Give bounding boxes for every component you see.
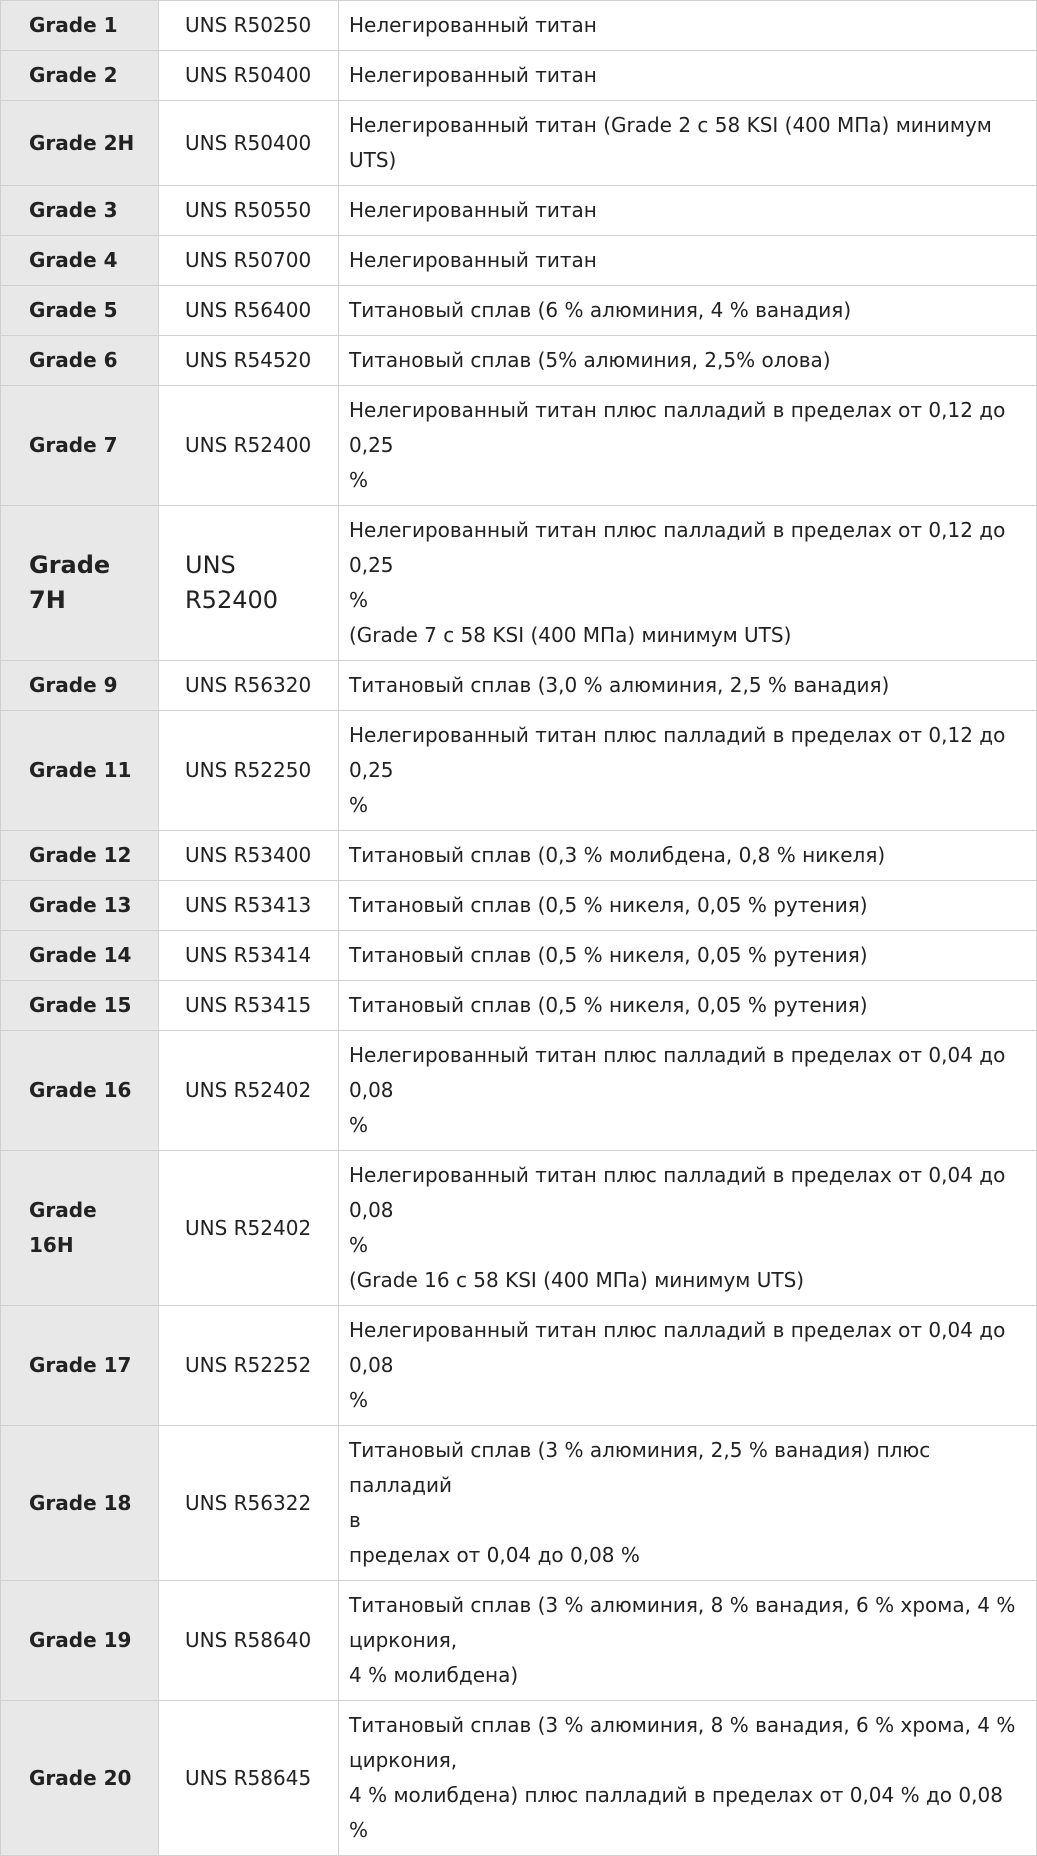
description-cell: Нелегированный титан плюс палладий в пределах от 0,04 до 0,08 % <box>339 1031 1037 1151</box>
grade-cell: Grade 4 <box>1 236 159 286</box>
uns-cell: UNS R58645 <box>159 1701 339 1856</box>
grade-cell: Grade 16 <box>1 1031 159 1151</box>
description-cell: Нелегированный титан <box>339 236 1037 286</box>
grade-cell: Grade 7H <box>1 506 159 661</box>
table-row <box>1 831 1037 881</box>
description-cell: Титановый сплав (3,0 % алюминия, 2,5 % ванадия) <box>339 661 1037 711</box>
uns-cell: UNS R53400 <box>159 831 339 881</box>
grade-cell: Grade 13 <box>1 881 159 931</box>
uns-cell: UNS R50250 <box>159 1 339 51</box>
uns-cell: UNS R53414 <box>159 931 339 981</box>
table-row <box>1 711 1037 831</box>
uns-cell: UNS R53415 <box>159 981 339 1031</box>
uns-cell: UNS R56400 <box>159 286 339 336</box>
description-cell: Нелегированный титан <box>339 51 1037 101</box>
description-cell: Нелегированный титан <box>339 1 1037 51</box>
table-row <box>1 101 1037 186</box>
table-row <box>1 386 1037 506</box>
grade-cell: Grade 20 <box>1 1701 159 1856</box>
table-row <box>1 661 1037 711</box>
table-row <box>1 1306 1037 1426</box>
grade-cell: Grade 3 <box>1 186 159 236</box>
grade-cell: Grade 9 <box>1 661 159 711</box>
uns-cell: UNS R50400 <box>159 101 339 186</box>
grade-cell: Grade 5 <box>1 286 159 336</box>
grade-cell: Grade 7 <box>1 386 159 506</box>
table-row <box>1 981 1037 1031</box>
description-cell: Титановый сплав (3 % алюминия, 8 % ванадия, 6 % хрома, 4 % циркония, 4 % молибдена) <box>339 1581 1037 1701</box>
grade-cell: Grade 12 <box>1 831 159 881</box>
grade-cell: Grade 6 <box>1 336 159 386</box>
grade-cell: Grade 15 <box>1 981 159 1031</box>
table-row <box>1 286 1037 336</box>
description-cell: Нелегированный титан плюс палладий в пределах от 0,04 до 0,08 % (Grade 16 с 58 KSI (400 МПа) минимум UTS) <box>339 1151 1037 1306</box>
table-row <box>1 1701 1037 1856</box>
description-cell: Титановый сплав (5% алюминия, 2,5% олова) <box>339 336 1037 386</box>
description-cell: Титановый сплав (3 % алюминия, 2,5 % ванадия) плюс палладий в пределах от 0,04 до 0,08 % <box>339 1426 1037 1581</box>
table-row <box>1 186 1037 236</box>
description-cell: Титановый сплав (0,3 % молибдена, 0,8 % никеля) <box>339 831 1037 881</box>
description-cell: Нелегированный титан (Grade 2 с 58 KSI (400 МПа) минимум UTS) <box>339 101 1037 186</box>
uns-cell: UNS R52400 <box>159 386 339 506</box>
uns-cell: UNS R53413 <box>159 881 339 931</box>
table-row <box>1 1581 1037 1701</box>
uns-cell: UNS R56322 <box>159 1426 339 1581</box>
uns-cell: UNS R52402 <box>159 1031 339 1151</box>
grade-cell: Grade 16H <box>1 1151 159 1306</box>
table-row <box>1 931 1037 981</box>
description-cell: Титановый сплав (0,5 % никеля, 0,05 % рутения) <box>339 981 1037 1031</box>
table-row <box>1 1426 1037 1581</box>
description-cell: Нелегированный титан плюс палладий в пределах от 0,12 до 0,25 % <box>339 386 1037 506</box>
table-row <box>1 881 1037 931</box>
uns-cell: UNS R52252 <box>159 1306 339 1426</box>
grade-cell: Grade 2H <box>1 101 159 186</box>
description-cell: Титановый сплав (6 % алюминия, 4 % ванадия) <box>339 286 1037 336</box>
table-row <box>1 1151 1037 1306</box>
table-row <box>1 236 1037 286</box>
description-cell: Титановый сплав (0,5 % никеля, 0,05 % рутения) <box>339 931 1037 981</box>
grade-cell: Grade 14 <box>1 931 159 981</box>
grade-cell: Grade 19 <box>1 1581 159 1701</box>
grade-cell: Grade 1 <box>1 1 159 51</box>
uns-cell: UNS R52250 <box>159 711 339 831</box>
grade-cell: Grade 2 <box>1 51 159 101</box>
uns-cell: UNS R52400 <box>159 506 339 661</box>
grade-cell: Grade 18 <box>1 1426 159 1581</box>
table-row <box>1 336 1037 386</box>
description-cell: Титановый сплав (0,5 % никеля, 0,05 % рутения) <box>339 881 1037 931</box>
uns-cell: UNS R50550 <box>159 186 339 236</box>
table-row <box>1 1 1037 51</box>
description-cell: Нелегированный титан плюс палладий в пределах от 0,04 до 0,08 % <box>339 1306 1037 1426</box>
uns-cell: UNS R50400 <box>159 51 339 101</box>
uns-cell: UNS R52402 <box>159 1151 339 1306</box>
grade-cell: Grade 17 <box>1 1306 159 1426</box>
table-row <box>1 51 1037 101</box>
table-row <box>1 506 1037 661</box>
description-cell: Нелегированный титан <box>339 186 1037 236</box>
uns-cell: UNS R54520 <box>159 336 339 386</box>
description-cell: Нелегированный титан плюс палладий в пределах от 0,12 до 0,25 % <box>339 711 1037 831</box>
description-cell: Нелегированный титан плюс палладий в пределах от 0,12 до 0,25 % (Grade 7 с 58 KSI (400 МПа) минимум UTS) <box>339 506 1037 661</box>
grade-cell: Grade 11 <box>1 711 159 831</box>
description-cell: Титановый сплав (3 % алюминия, 8 % ванадия, 6 % хрома, 4 % циркония, 4 % молибдена) плюс палладий в пределах от 0,04 % до 0,08 % <box>339 1701 1037 1856</box>
uns-cell: UNS R50700 <box>159 236 339 286</box>
table-row <box>1 1031 1037 1151</box>
uns-cell: UNS R56320 <box>159 661 339 711</box>
uns-cell: UNS R58640 <box>159 1581 339 1701</box>
